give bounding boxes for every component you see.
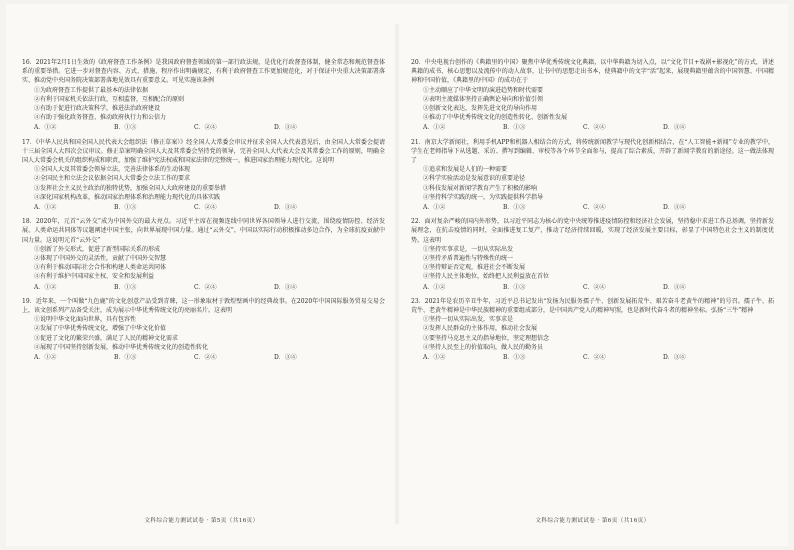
statement-option: ④坚持人民至上的价值取向，做人民的勤务员 <box>423 343 544 351</box>
statement-option: ③有利于推动国际社会合作和构建人类命运共同体 <box>34 264 167 272</box>
question-text: 16．2021年2月1日生效的《政府督查工作条例》是我国政府督查领域的第一部行政法规，是优化行政督查体制，健全常态和规范督查体系的重要举措。它进一步对督查内容、方式、措施、程序作出明确规定，有利于政府督查工作更加规范化，对于保证中央重大决策部署落实、推动党中央国务院决策部署落地见效具有重要意义。可见实施该条例 <box>22 59 385 85</box>
answer-choice: C．②④ <box>583 204 606 212</box>
answer-choice: D．③④ <box>274 354 297 362</box>
answer-choices <box>22 203 385 212</box>
question-block <box>411 58 774 133</box>
answer-choice: B．①③ <box>114 354 137 362</box>
statement-option: ④深化国家机构改革，推动国家治理体系和治理能力现代化的具体实践 <box>34 193 221 201</box>
answer-choice: D．③④ <box>663 354 686 362</box>
right-page-footer: 文科综合能力测试试卷 · 第6页（共16页） <box>535 518 650 524</box>
document-spread <box>6 4 788 546</box>
statement-option: ②表明主流媒体坚持正确舆论导向和价值引领 <box>423 95 544 103</box>
answer-choices <box>411 123 774 132</box>
statement-option: ④推动了中华优秀传统文化的创造性转化、创新性发展 <box>423 114 568 122</box>
right-question-list <box>411 58 774 362</box>
left-page-footer: 文科综合能力测试试卷 · 第5页（共16页） <box>144 518 259 524</box>
answer-choice: C．②④ <box>194 124 217 132</box>
answer-choices <box>411 353 774 362</box>
statement-option: ②体现了中国外交的灵活性，贡献了中国外交智慧 <box>34 255 167 263</box>
question-block <box>22 217 385 292</box>
question-text: 21．南京大学新闻社，利用手机APP和机器人相结合的方式，将传统新闻教学与现代化创新相结合，在“人工智能+新闻”专业的教学中，学生在老师指导下从选题、采访、撰写到编辑、审校等各个环节全面参与，提高了综合素质，开辟了新闻学教育的新途径。这一做法体现了 <box>411 138 774 165</box>
right-page <box>397 4 788 546</box>
statement-option: ①坚持实事求是，一切从实际出发 <box>423 245 514 253</box>
question-text: 18．2020年，元首“云外交”成为中国外交的最大亮点。习近平主席在视频连线中同世界各国领导人进行交流，围绕疫情防控、经济发展、人类命运共同体等议题阐述中国主张，向世界展现中国力量。通过“云外交”，中国以实际行动积极推动多边合作，为全球抗疫贡献中国力量。这说明元首“云外交” <box>22 218 385 244</box>
question-text: 22．面对复杂严峻的国内外形势，以习近平同志为核心的党中央统筹推进疫情防控和经济社会发展，坚持稳中求进工作总基调，坚持新发展理念，在抗击疫情的同时，全面推进复工复产，推动了经济持续回暖，实现了经济发展主要目标，彰显了中国特色社会主义的制度优势。这表明 <box>411 218 774 244</box>
question-block <box>22 138 385 213</box>
statement-option: ②科学实验活动是发展意识的重要途径 <box>423 175 526 183</box>
answer-choice: B．①③ <box>114 283 137 291</box>
answer-choice: C．②④ <box>583 124 606 132</box>
answer-choice: A．①② <box>34 204 57 212</box>
answer-choice: D．③④ <box>663 124 686 132</box>
answer-choice: A．①② <box>423 283 446 291</box>
statement-option: ②发挥人民群众的主体作用，推动社会发展 <box>423 325 538 333</box>
statement-option: ④坚持人民主体地位，始终把人民利益放在首位 <box>423 273 550 281</box>
answer-choice: B．①③ <box>503 283 526 291</box>
statement-option: ④坚持科学实践的统一，为实践提供科学指导 <box>423 193 544 201</box>
statement-option: ③有助于促进行政决策科学，推进法治政府建设 <box>34 105 161 113</box>
answer-choice: B．①③ <box>114 204 137 212</box>
answer-choice: C．②④ <box>194 204 217 212</box>
statement-option: ①追求和发展是人们的一种需要 <box>423 166 508 174</box>
statement-option: ④展现了中国坚持创新发展，推动中华优秀传统文化的创造性转化 <box>34 343 209 351</box>
statement-option: ④有助于强化政务督查、推动政府执行力和公信力 <box>34 114 167 122</box>
answer-choice: B．①③ <box>503 124 526 132</box>
statement-option: ①全国人大及其常委会领导立法，完善法律体系的生动体现 <box>34 166 191 174</box>
question-text: 20．中央电视台创作的《典籍里的中国》聚焦中华优秀传统文化典籍，以中华典籍为切入点，以“文化节目+戏剧+影视化”的方式，讲述典籍的成书、核心思想以及流传中的动人故事，让书中的思想走出书本，使典籍中的文字“活”起来，展现典籍里蕴含的中国智慧、中国精神和中国价值，《典籍里的中国》的成功在于 <box>411 59 774 85</box>
question-block <box>411 138 774 213</box>
question-block <box>22 58 385 133</box>
statement-option: ①创新了外交形式，促进了新型国际关系的形成 <box>34 245 161 253</box>
question-block <box>22 297 385 362</box>
answer-choice: D．③④ <box>274 283 297 291</box>
answer-choice: D．③④ <box>274 124 297 132</box>
statement-option: ②全国民主和立法会议依据全国人大常委会立法工作的要求 <box>34 175 191 183</box>
answer-choice: A．①② <box>423 354 446 362</box>
answer-choices <box>411 283 774 292</box>
answer-choice: B．①③ <box>503 354 526 362</box>
answer-choice: D．③④ <box>663 283 686 291</box>
statement-option: ③坚持辩证否定观，推进社会不断发展 <box>423 264 526 272</box>
answer-choice: C．②④ <box>583 354 606 362</box>
left-question-list <box>22 58 385 362</box>
statement-option: ③促进了文化的繁荣兴盛，满足了人民的精神文化需求 <box>34 334 179 342</box>
answer-choices <box>22 283 385 292</box>
question-block <box>411 217 774 292</box>
statement-option: ③科技发展对新闻学教育产生了积极的影响 <box>423 184 538 192</box>
statement-option: ②有利于国家机关依法行政，互相监督，互相配合的原则 <box>34 95 185 103</box>
left-page <box>6 4 397 546</box>
answer-choice: B．①③ <box>503 204 526 212</box>
answer-choices <box>22 353 385 362</box>
answer-choice: C．②④ <box>194 354 217 362</box>
answer-choices <box>22 123 385 132</box>
answer-choice: C．②④ <box>583 283 606 291</box>
statement-option: ①说明中华文化面向世界，具有包容性 <box>34 316 137 324</box>
statement-option: ②发展了中华优秀传统文化，增强了中华文化价值 <box>34 325 167 333</box>
answer-choice: A．①② <box>34 124 57 132</box>
statement-option: ①坚持一切从实际出发，实事求是 <box>423 316 514 324</box>
question-text: 17．《中华人民共和国全国人民代表大会组织法（修正草案）》经全国人大常委会审议并征求全国人大代表意见后，由全国人大常委会提请十三届全国人大四次会议审议。修正草案明确全国人大及其常委会坚持党的领导，完善全国人大代表大会及其常委会工作的原则，明确全国人大常委会机关的组织构成和职责，加强了维护宪法权威和国家法律的完整统一，推进国家治理能力现代化。这说明 <box>22 138 385 165</box>
statement-option: ③要坚持马克思主义的指导地位，坚定理想信念 <box>423 334 550 342</box>
statement-option: ④有利于维护中国国家主权、安全和发展利益 <box>34 273 155 281</box>
answer-choice: A．①② <box>34 283 57 291</box>
question-text: 19．近年来，一个叫做“九色鹿”的文化创意产品受到青睐，这一形象取材于敦煌壁画中的经典故事。在2020年中国国际服务贸易交易会上，该文创系列产品备受关注，成为展示中华优秀传统文化的亮丽名片。这表明 <box>22 297 385 315</box>
answer-choice: A．①② <box>423 124 446 132</box>
statement-option: ①主动顺应了中华文明的演进趋势和时代需要 <box>423 86 544 94</box>
answer-choice: C．②④ <box>194 283 217 291</box>
question-block <box>411 297 774 362</box>
answer-choice: B．①③ <box>114 124 137 132</box>
statement-option: ②坚持矛盾普遍性与特殊性的统一 <box>423 255 514 263</box>
statement-option: ①为政府督查工作提供了最基本的法律依据 <box>34 86 149 94</box>
answer-choice: D．③④ <box>663 204 686 212</box>
answer-choice: D．③④ <box>274 204 297 212</box>
answer-choice: A．①② <box>423 204 446 212</box>
statement-option: ③创新文化表达，发挥先进文化的导向作用 <box>423 105 538 113</box>
question-text: 23．2021年是农历辛丑牛年，习近平总书记发出“发扬为民服务孺子牛、创新发展拓荒牛、艰苦奋斗老黄牛的精神”的号召。孺子牛、拓荒牛、老黄牛精神是中华民族精神的重要组成部分，是中国共产党人的精神写照，也是新时代奋斗者的精神坐标。弘扬“三牛”精神 <box>411 297 774 315</box>
answer-choice: A．①② <box>34 354 57 362</box>
answer-choices <box>411 203 774 212</box>
statement-option: ③发挥社会主义民主政治的独特优势，加强全国人大政府建设的重要举措 <box>34 184 227 192</box>
